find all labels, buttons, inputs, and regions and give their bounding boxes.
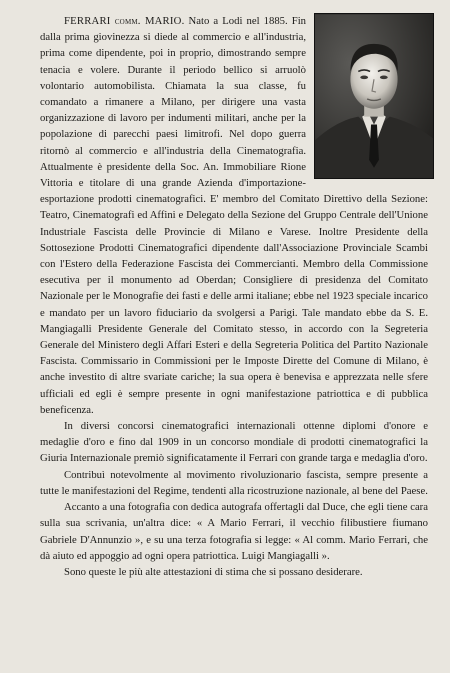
- person-name: FERRARI comm. MARIO.: [64, 15, 185, 27]
- paragraph-fascist-movement: Contribuì notevolmente al movimento rivoluzionario fascista, sempre presente a tutte le manifestazioni del Regime, tendenti alla ricostruzione nazionale, al bene del Paese.: [40, 468, 428, 497]
- portrait-photo: [314, 13, 434, 179]
- paragraph-closing: Sono queste le più alte attestazioni di stima che si possano desiderare.: [64, 565, 363, 578]
- portrait-image: [315, 14, 433, 178]
- biography-text: [40, 13, 428, 580]
- paragraph-intro-text: Nato a Lodi nel 1885. Fin dalla prima giovinezza si diede al commercio e all'industria, prima come dipendente, poi in proprio, dimostrando sempre tenacia e volere. Durante il periodo bellico si arruolò volontario automobilista. Chiamata la sua classe, fu comandato a rimanere a Milano, per dirigere una vasta organizzazione di lavoro per indumenti militari, anche per la popolazione di parecchi paesi limitrofi. Nel dopo guerra ritornò al commercio e all'industria della Cinematografia. Attualmente è presidente della Soc. An. Immobiliare Rione Vittoria e titolare di una grande Azienda d'importazione-esportazione prodotti cinematografici. E' membro del Comitato Direttivo della Sezione: Teatro, Cinematografi ed Affini e Delegato della Sezione del Gruppo Centrale dell'Unione Industriale Fascista delle Provincie di Milano e Varese. Inoltre Presidente della Sottosezione Prodotti Cinematografici dipendente dall'Associazione Provinciale Scambi con l'Estero della Federazione Fascista dei Commercianti. Membro della Commissione esecutiva per il monumento ad Oberdan; Consigliere di presidenza del Comitato Nazionale per le Monografie dei fasti e delle armi italiane; ebbe nel 1923 speciale incarico e mandato per un lavoro fiduciario da svolgersi a Parigi. Tale mandato ebbe da S. E. Mangiagalli Presidente Generale del Comitato stesso, in accordo con la Segreteria Generale del Ministero degli Affari Esteri e della Segreteria Politica del Partito Nazionale Fascista. Commissario in Commissioni per le Imposte Dirette del Comune di Milano, è anche investito di altre svariate cariche; la sua opera è benevisa e apprezzata nelle sfere ufficiali ed egli è sempre presente in ogni manifestazione patriottica e di pubblica beneficenza.: [40, 15, 428, 416]
- paragraph-photographs: Accanto a una fotografia con dedica autografa offertagli dal Duce, che egli tiene cara sulla sua scrivania, un'altra dice: « A Mario Ferrari, il vecchio filibustiere fiumano Gabriele D'Annunzio », e su una terza fotografia si legge: « Al comm. Mario Ferrari, che dà aiuto ed appoggio ad ogni opera patriottica. Luigi Mangiagalli ».: [40, 501, 428, 562]
- paragraph-awards: In diversi concorsi cinematografici internazionali ottenne diplomi d'onore e medaglie d'oro e fino dal 1909 in un concorso mondiale di prodotti cinematografici la Giuria Internazionale premiò significatamente il Ferrari con grande targa e medaglia d'oro.: [40, 420, 428, 465]
